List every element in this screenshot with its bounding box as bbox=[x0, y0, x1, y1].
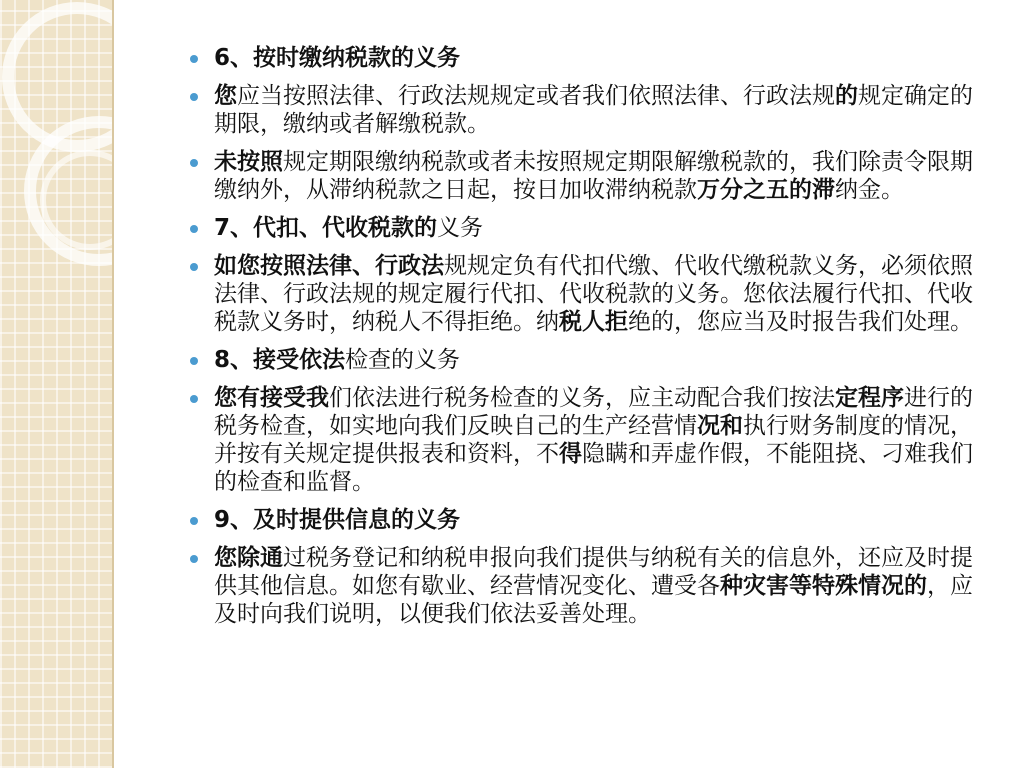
bullet-dot-icon bbox=[190, 93, 198, 101]
bullet-item bbox=[188, 544, 988, 628]
text-run: 您有接受我 bbox=[214, 385, 329, 411]
bullet-item bbox=[188, 148, 988, 204]
bullet-dot-icon bbox=[190, 55, 198, 63]
text-run: 规定确定的期限，缴纳或者解缴税款。 bbox=[214, 83, 973, 137]
text-run: 规规定负有代扣代缴、代收代缴税款义务，必须依照法律、行政法规的规定履行代扣、代收税款的义务。您依法履行代扣、代收税款义务时，纳税人不得拒绝。纳 bbox=[214, 253, 973, 335]
text-run: 应当按照法律、行政法规规定或者我们依照法律、行政法规 bbox=[237, 83, 835, 109]
slide-content bbox=[188, 44, 988, 638]
text-run: 定程序 bbox=[835, 385, 904, 411]
text-run: 万分之五的滞 bbox=[697, 177, 835, 203]
text-run: 执行财务制度的情况，并按有关规定提供报表和资料，不 bbox=[214, 413, 973, 467]
bullet-text bbox=[214, 506, 988, 534]
text-run: 您 bbox=[214, 83, 237, 109]
strip-divider bbox=[112, 0, 114, 768]
text-run: 隐瞒和弄虚作假，不能阻挠、刁难我们的检查和监督。 bbox=[214, 441, 973, 495]
bullet-text bbox=[214, 148, 988, 204]
bullet-text bbox=[214, 384, 988, 496]
bullet-item bbox=[188, 44, 988, 72]
bullet-text bbox=[214, 44, 988, 72]
text-run: 们依法进行税务检查的义务，应主动配合我们按法 bbox=[329, 385, 835, 411]
text-run: 进行的税务检查，如实地向我们反映自己的生产经营情 bbox=[214, 385, 973, 439]
text-run: 检查的义务 bbox=[345, 347, 461, 373]
text-run: 的 bbox=[835, 83, 858, 109]
bullet-dot-icon bbox=[190, 263, 198, 271]
text-run: 7、代扣、代收税款的 bbox=[214, 215, 438, 241]
text-run: ，应及时向我们说明，以便我们依法妥善处理。 bbox=[214, 573, 973, 627]
text-run: 如您按照法律、行政法 bbox=[214, 253, 444, 279]
bullet-item bbox=[188, 346, 988, 374]
bullet-text bbox=[214, 252, 988, 336]
bullet-dot-icon bbox=[190, 555, 198, 563]
text-run: 您除通 bbox=[214, 545, 283, 571]
bullet-item bbox=[188, 384, 988, 496]
bullet-text bbox=[214, 346, 988, 374]
text-run: 绝的，您应当及时报告我们处理。 bbox=[628, 309, 973, 335]
bullet-text bbox=[214, 214, 988, 242]
text-run: 纳金。 bbox=[835, 177, 904, 203]
bullet-item bbox=[188, 82, 988, 138]
text-run: 规定期限缴纳税款或者未按照规定期限解缴税款的，我们除责令限期缴纳外，从滞纳税款之日起，按日加收滞纳税款 bbox=[214, 149, 973, 203]
bullet-item bbox=[188, 252, 988, 336]
text-run: 况和 bbox=[697, 413, 743, 439]
bullet-text bbox=[214, 544, 988, 628]
bullet-item bbox=[188, 506, 988, 534]
bullet-dot-icon bbox=[190, 357, 198, 365]
bullet-dot-icon bbox=[190, 225, 198, 233]
text-run: 过税务登记和纳税申报向我们提供与纳税有关的信息外，还应及时提供其他信息。如您有歇业、经营情况变化、遭受各 bbox=[214, 545, 973, 599]
text-run: 税人拒 bbox=[559, 309, 628, 335]
bullet-text bbox=[214, 82, 988, 138]
bullet-dot-icon bbox=[190, 395, 198, 403]
bullet-item bbox=[188, 214, 988, 242]
text-run: 8、接受依法 bbox=[214, 347, 346, 373]
text-run: 未按照 bbox=[214, 149, 283, 175]
text-run: 9、及时提供信息的义务 bbox=[214, 507, 461, 533]
decorative-side-strip bbox=[0, 0, 112, 768]
text-run: 义务 bbox=[437, 215, 484, 241]
bullet-dot-icon bbox=[190, 517, 198, 525]
text-run: 得 bbox=[559, 441, 582, 467]
text-run: 种灾害等特殊情况的 bbox=[720, 573, 927, 599]
bullet-dot-icon bbox=[190, 159, 198, 167]
text-run: 6、按时缴纳税款的义务 bbox=[214, 45, 461, 71]
